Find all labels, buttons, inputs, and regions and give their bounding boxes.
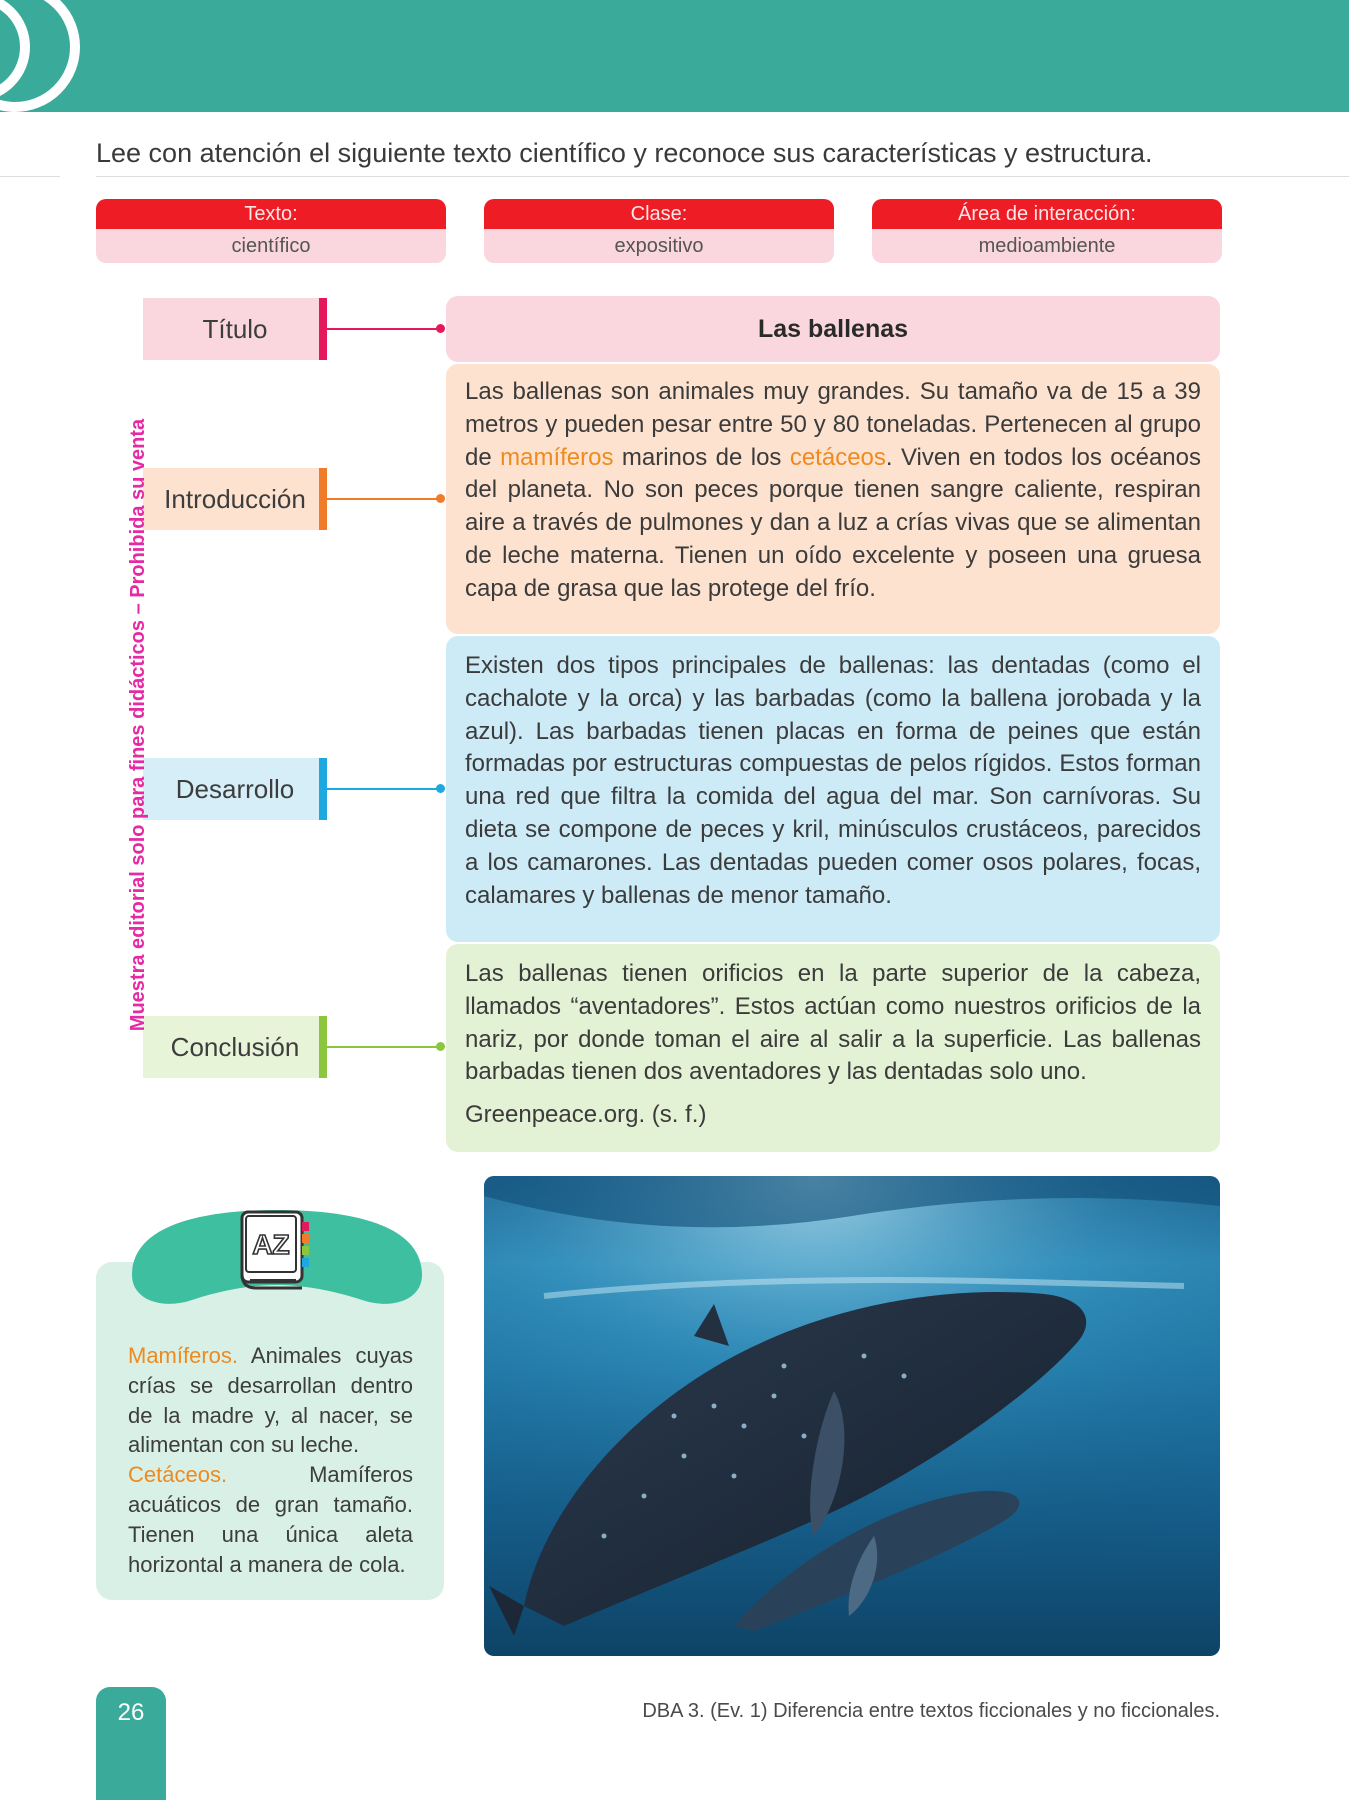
whale-illustration: [484, 1176, 1220, 1656]
conclusion-paragraph: [465, 958, 1201, 1132]
tag-texto-value: científico: [96, 229, 446, 263]
conclusion-text: Las ballenas tienen orificios en la parte superior de la cabeza, llamados “aventadores”. Estos actúan como nuestros orificios de la nariz, por donde toman el aire al salir a la superficie. Las ballenas barbadas tienen dos aventadores y las dentadas solo uno.: [465, 960, 1201, 1086]
dictionary-icon-letters: AZ: [252, 1229, 290, 1260]
label-introduccion-text: Introducción: [164, 484, 306, 514]
keyword-mamiferos: mamíferos: [500, 443, 614, 471]
intro-text-2: marinos de los: [613, 443, 790, 471]
label-conclusion-text: Conclusión: [170, 1032, 300, 1062]
dictionary-icon: [236, 1208, 316, 1294]
keyword-cetaceos: cetáceos: [789, 443, 886, 471]
tag-texto: [96, 199, 446, 263]
label-introduccion: [143, 468, 327, 530]
label-titulo: [143, 298, 327, 360]
tag-texto-title: Texto:: [96, 199, 446, 229]
instruction: Lee con atención el siguiente texto científico y reconoce sus características y estructura.: [96, 138, 1153, 168]
label-desarrollo: [143, 758, 327, 820]
label-conclusion: [143, 1016, 327, 1078]
connector-titulo-dot: [436, 324, 445, 333]
intro-paragraph: [465, 376, 1201, 606]
development-text: Existen dos tipos principales de ballenas: las dentadas (como el cachalote y la orca) y las barbadas (como la ballena jorobada y la azul). Las barbadas tienen placas en forma de peines que están formadas por estructuras compuestas de pelos rígidos. Estos forman una red que filtra la comida del agua del mar. Son carnívoras. Su dieta se compone de peces y kril, minúsculos crustáceos, parecidos a los camarones. Las dentadas pueden comer osos polares, focas, calamares y ballenas de menor tamaño.: [465, 652, 1201, 909]
header-bar: [0, 0, 1349, 112]
label-introduccion-bar: [319, 468, 327, 530]
connector-introduccion-dot: [436, 494, 445, 503]
label-desarrollo-bar: [319, 758, 327, 820]
tag-clase-title: Clase:: [484, 199, 834, 229]
rule-left: [0, 176, 60, 177]
tag-area-value: medioambiente: [872, 229, 1222, 263]
whale-photo: [484, 1176, 1220, 1656]
connector-titulo: [327, 328, 440, 330]
connector-introduccion: [327, 498, 440, 500]
label-desarrollo-text: Desarrollo: [175, 774, 295, 804]
connector-conclusion: [327, 1046, 440, 1048]
glossary-def-mamiferos: Animales cuyas crías se desarrollan dentro de la madre y, al nacer, se alimentan con su leche.: [128, 1343, 413, 1458]
tag-clase: [484, 199, 834, 263]
footer-dba: DBA 3. (Ev. 1) Diferencia entre textos ficcionales y no ficcionales.: [642, 1700, 1220, 1722]
intro-text-1: Las ballenas son animales muy grandes. Su tamaño va de 15 a 39 metros y pueden pesar entre 50 y 80 toneladas. Pertenecen al grupo de: [465, 378, 1201, 471]
glossary-text: [128, 1341, 413, 1579]
connector-conclusion-dot: [436, 1042, 445, 1051]
glossary-term-cetaceos: Cetáceos.: [128, 1462, 228, 1488]
label-conclusion-bar: [319, 1016, 327, 1078]
tag-area: [872, 199, 1222, 263]
rule-main: [96, 176, 1349, 177]
intro-text-3: . Viven en todos los océanos del planeta. No son peces porque tienen sangre caliente, respiran aire a través de pulmones y dan a luz a crías vivas que se alimentan de leche materna. Tienen un oído excelente y poseen una gruesa capa de grasa que las protege del frío.: [465, 443, 1202, 602]
article-title: Las ballenas: [757, 315, 909, 343]
side-note: Muestra editorial solo para fines didácticos – Prohibida su venta: [127, 418, 149, 1032]
source-citation: Greenpeace.org. (s. f.): [465, 1101, 707, 1129]
page-number: 26: [96, 1687, 166, 1800]
tag-area-title: Área de interacción:: [872, 199, 1222, 229]
tag-clase-value: expositivo: [484, 229, 834, 263]
connector-desarrollo-dot: [436, 784, 445, 793]
glossary-def-cetaceos: Mamíferos acuáticos de gran tamaño. Tienen una única aleta horizontal a manera de cola.: [128, 1462, 413, 1577]
connector-desarrollo: [327, 788, 440, 790]
label-titulo-bar: [319, 298, 327, 360]
development-paragraph: [465, 650, 1201, 912]
label-titulo-text: Título: [202, 314, 268, 344]
glossary-term-mamiferos: Mamíferos.: [128, 1343, 239, 1368]
